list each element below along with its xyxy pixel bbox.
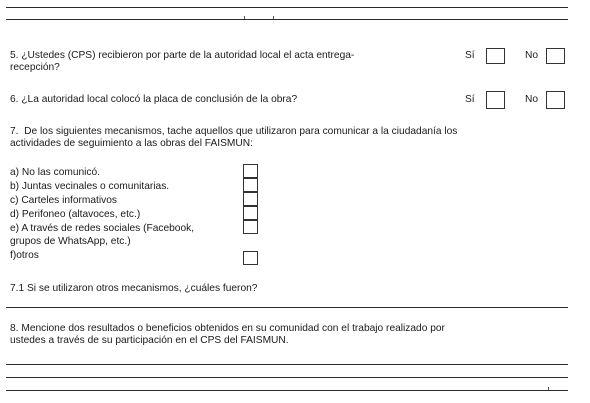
q6-yes-label: Sí <box>465 94 475 105</box>
q7-option-d-checkbox[interactable] <box>243 206 258 220</box>
line-tick-mark <box>273 16 274 19</box>
answer-line-top-2 <box>6 19 568 20</box>
q7-question-line2: actividades de seguimiento a las obras del FAISMUN: <box>10 138 253 149</box>
q5-yes-label: Sí <box>465 50 475 61</box>
q7-option-c-checkbox[interactable] <box>243 192 258 206</box>
q6-no-label: No <box>525 94 539 105</box>
q7-option-f: f)otros <box>10 250 39 261</box>
line-tick-mark <box>244 16 245 19</box>
q7-1-answer-line[interactable] <box>6 307 568 308</box>
q7-option-e-checkbox[interactable] <box>243 220 258 234</box>
q7-option-b: b) Juntas vecinales o comunitarias. <box>10 181 170 192</box>
q8-answer-line-3[interactable] <box>6 390 568 391</box>
q8-question-line1: 8. Mencione dos resultados o beneficios obtenidos en su comunidad con el trabajo realizado por <box>10 323 445 334</box>
line-tick-mark <box>548 387 549 390</box>
q6-no-checkbox[interactable] <box>546 91 565 109</box>
q7-option-e-line1: e) A través de redes sociales (Facebook, <box>10 223 195 234</box>
q8-answer-line-2[interactable] <box>6 377 568 378</box>
q7-1-question: 7.1 Si se utilizaron otros mecanismos, ¿cuáles fueron? <box>10 283 258 294</box>
answer-line-top-1 <box>6 7 568 8</box>
q7-option-f-checkbox[interactable] <box>243 251 258 265</box>
q5-question-line2: recepción? <box>10 62 60 73</box>
q7-question-line1: 7. De los siguientes mecanismos, tache aquellos que utilizaron para comunicar a la ciudadanía los <box>10 126 458 137</box>
q7-option-a: a) No las comunicó. <box>10 167 101 178</box>
q7-option-c: c) Carteles informativos <box>10 195 117 206</box>
q6-question: 6. ¿La autoridad local colocó la placa de conclusión de la obra? <box>10 94 298 105</box>
q5-yes-checkbox[interactable] <box>486 48 505 64</box>
q8-answer-line-1[interactable] <box>6 364 568 365</box>
q7-option-d: d) Perifoneo (altavoces, etc.) <box>10 209 141 220</box>
q7-option-a-checkbox[interactable] <box>243 164 258 178</box>
q5-question-line1: 5. ¿Ustedes (CPS) recibieron por parte de la autoridad local el acta entrega- <box>10 50 355 61</box>
q7-option-b-checkbox[interactable] <box>243 178 258 192</box>
q5-no-label: No <box>525 50 539 61</box>
q7-option-e-line2: grupos de WhatsApp, etc.) <box>10 236 131 247</box>
q5-no-checkbox[interactable] <box>546 48 565 64</box>
q6-yes-checkbox[interactable] <box>486 91 505 109</box>
q8-question-line2: ustedes a través de su participación en el CPS del FAISMUN. <box>10 335 289 346</box>
